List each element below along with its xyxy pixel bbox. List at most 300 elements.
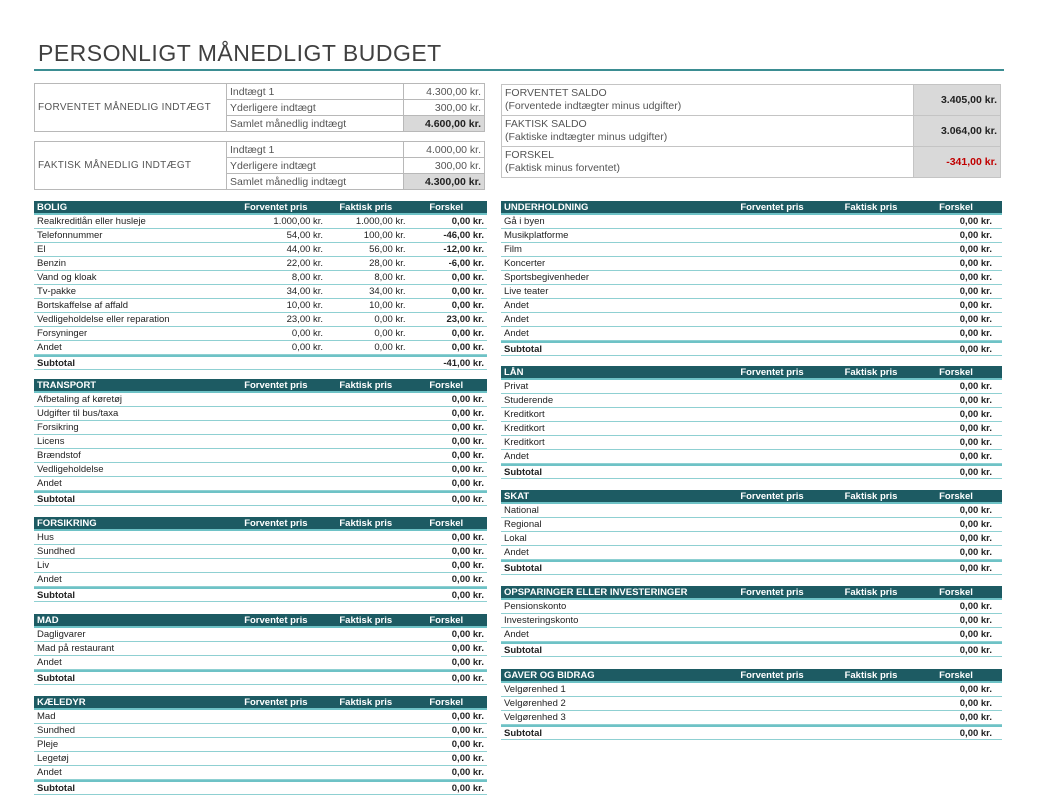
item-name[interactable]: Andet	[37, 478, 62, 489]
item-diff: 0,00 kr.	[959, 547, 992, 558]
item-diff: 0,00 kr.	[451, 328, 484, 339]
title-divider	[34, 69, 1004, 71]
item-name[interactable]: Andet	[37, 574, 62, 585]
table-row	[34, 299, 487, 313]
item-diff: 0,00 kr.	[959, 712, 992, 723]
item-name[interactable]: Musikplatforme	[504, 230, 569, 241]
item-diff: 0,00 kr.	[959, 286, 992, 297]
item-actual[interactable]: 8,00 kr.	[374, 272, 406, 283]
table-row	[501, 408, 1002, 422]
item-actual[interactable]: 0,00 kr.	[374, 342, 406, 353]
item-name[interactable]: Andet	[504, 451, 529, 462]
item-diff: 0,00 kr.	[959, 230, 992, 241]
table-row	[501, 327, 1002, 341]
item-diff: 0,00 kr.	[451, 532, 484, 543]
item-name[interactable]: Mad	[37, 711, 56, 722]
item-expected[interactable]: 22,00 kr.	[286, 258, 324, 269]
item-diff: 0,00 kr.	[959, 519, 992, 530]
item-diff: 0,00 kr.	[451, 753, 484, 764]
item-diff: 0,00 kr.	[451, 408, 484, 419]
category-header	[34, 614, 487, 628]
table-row	[34, 752, 487, 766]
item-expected[interactable]: 34,00 kr.	[286, 286, 324, 297]
income-name[interactable]: Indtægt 1	[227, 142, 404, 158]
item-diff: 0,00 kr.	[451, 342, 484, 353]
column-expected: Forventet pris	[244, 614, 308, 626]
table-row	[501, 711, 1002, 725]
expected-income-label: FORVENTET MÅNEDLIG INDTÆGT	[35, 84, 227, 132]
item-diff: 0,00 kr.	[959, 272, 992, 283]
item-name[interactable]: Vedligeholdelse eller reparation	[37, 314, 170, 325]
item-name[interactable]: Andet	[504, 547, 529, 558]
item-name[interactable]: Licens	[37, 436, 65, 447]
category-table-forsikring	[34, 517, 487, 602]
item-name[interactable]: Hus	[37, 532, 54, 543]
page-title: PERSONLIGT MÅNEDLIGT BUDGET	[38, 40, 442, 66]
column-diff: Forskel	[939, 201, 973, 213]
item-name[interactable]: Sportsbegivenheder	[504, 272, 590, 283]
actual-balance-value: 3.064,00 kr.	[914, 116, 1001, 147]
table-row	[34, 766, 487, 780]
item-diff: -12,00 kr.	[443, 244, 484, 255]
item-diff: 0,00 kr.	[959, 505, 992, 516]
item-name[interactable]: Investeringskonto	[504, 615, 579, 626]
table-row	[501, 257, 1002, 271]
balance-desc: (Faktisk minus forventet)	[505, 162, 620, 174]
item-name[interactable]: Andet	[504, 629, 529, 640]
item-name[interactable]: Sundhed	[37, 546, 76, 557]
item-diff: 0,00 kr.	[451, 464, 484, 475]
item-name[interactable]: Privat	[504, 381, 529, 392]
column-diff: Forskel	[429, 517, 464, 529]
table-row	[501, 504, 1002, 518]
column-actual: Faktisk pris	[844, 366, 898, 378]
column-actual: Faktisk pris	[339, 696, 393, 708]
category-header	[501, 586, 1002, 600]
item-name[interactable]: Velgørenhed 1	[504, 684, 566, 695]
item-diff: 0,00 kr.	[451, 216, 484, 227]
category-header	[34, 517, 487, 531]
item-name[interactable]: Kreditkort	[504, 437, 545, 448]
item-diff: 0,00 kr.	[959, 300, 992, 311]
category-header	[34, 696, 487, 710]
item-actual[interactable]: 34,00 kr.	[369, 286, 406, 297]
item-diff: 0,00 kr.	[451, 739, 484, 750]
column-expected: Forventet pris	[740, 201, 804, 213]
category-title: KÆLEDYR	[37, 696, 86, 708]
item-expected[interactable]: 0,00 kr.	[291, 328, 324, 339]
item-name[interactable]: Andet	[37, 767, 62, 778]
table-row	[34, 421, 487, 435]
category-title: TRANSPORT	[37, 379, 97, 391]
item-actual[interactable]: 1.000,00 kr.	[355, 216, 406, 227]
item-diff: -6,00 kr.	[448, 258, 484, 269]
category-header	[501, 201, 1002, 215]
column-expected: Forventet pris	[244, 517, 308, 529]
table-row	[34, 285, 487, 299]
income-amount[interactable]: 4.300,00 kr.	[404, 84, 485, 100]
item-diff: -46,00 kr.	[443, 230, 484, 241]
item-diff: 0,00 kr.	[451, 272, 484, 283]
category-table-lan	[501, 366, 1002, 479]
item-expected[interactable]: 23,00 kr.	[286, 314, 324, 325]
subtotal-value: 0,00 kr.	[959, 644, 992, 656]
table-row	[34, 229, 487, 243]
table-row	[501, 614, 1002, 628]
item-diff: 0,00 kr.	[959, 601, 992, 612]
actual-income-label: FAKTISK MÅNEDLIG INDTÆGT	[35, 142, 227, 190]
table-row	[501, 436, 1002, 450]
item-actual[interactable]: 10,00 kr.	[369, 300, 406, 311]
difference-value: -341,00 kr.	[914, 147, 1001, 178]
table-row	[501, 215, 1002, 229]
column-actual: Faktisk pris	[844, 669, 898, 681]
income-total-name: Samlet månedlig indtægt	[227, 116, 404, 132]
item-name[interactable]: Realkreditlån eller husleje	[37, 216, 146, 227]
category-header	[501, 669, 1002, 683]
item-name[interactable]: Pleje	[37, 739, 59, 750]
item-name[interactable]: Telefonnummer	[37, 230, 103, 241]
subtotal-value: 0,00 kr.	[959, 727, 992, 739]
item-name[interactable]: Andet	[37, 342, 62, 353]
table-row	[34, 243, 487, 257]
item-name[interactable]: Mad på restaurant	[37, 643, 115, 654]
category-title: LÅN	[504, 366, 524, 378]
table-row	[501, 229, 1002, 243]
item-diff: 0,00 kr.	[959, 451, 992, 462]
category-title: UNDERHOLDNING	[504, 201, 589, 213]
table-row	[501, 600, 1002, 614]
table-row	[501, 697, 1002, 711]
subtotal-row	[34, 780, 487, 795]
item-actual[interactable]: 100,00 kr.	[363, 230, 406, 241]
table-row	[34, 449, 487, 463]
item-actual[interactable]: 28,00 kr.	[369, 258, 406, 269]
table-row	[34, 463, 487, 477]
category-header	[501, 490, 1002, 504]
item-diff: 0,00 kr.	[959, 629, 992, 640]
table-row	[501, 450, 1002, 464]
item-diff: 0,00 kr.	[959, 698, 992, 709]
item-name[interactable]: Gå i byen	[504, 216, 545, 227]
column-diff: Forskel	[939, 669, 973, 681]
item-diff: 0,00 kr.	[451, 711, 484, 722]
column-diff: Forskel	[939, 490, 973, 502]
category-title: SKAT	[504, 490, 530, 502]
subtotal-value: 0,00 kr.	[959, 562, 992, 574]
income-total-amount: 4.600,00 kr.	[404, 116, 485, 132]
item-expected[interactable]: 44,00 kr.	[286, 244, 324, 255]
item-name[interactable]: Sundhed	[37, 725, 76, 736]
item-name[interactable]: Studerende	[504, 395, 554, 406]
balance-title: FAKTISK SALDO	[505, 118, 587, 130]
item-name[interactable]: Lokal	[504, 533, 527, 544]
item-diff: 0,00 kr.	[959, 314, 992, 325]
item-diff: 0,00 kr.	[959, 684, 992, 695]
item-diff: 0,00 kr.	[451, 450, 484, 461]
item-name[interactable]: Andet	[504, 300, 529, 311]
category-header	[34, 201, 487, 215]
subtotal-row	[34, 670, 487, 685]
table-row	[34, 407, 487, 421]
item-diff: 0,00 kr.	[451, 300, 484, 311]
item-name[interactable]: Vedligeholdelse	[37, 464, 104, 475]
category-header	[501, 366, 1002, 380]
item-name[interactable]: Benzin	[37, 258, 67, 269]
item-diff: 0,00 kr.	[451, 286, 484, 297]
item-diff: 0,00 kr.	[451, 436, 484, 447]
item-name[interactable]: Kreditkort	[504, 423, 545, 434]
category-title: OPSPARINGER ELLER INVESTERINGER	[504, 586, 688, 598]
category-title: FORSIKRING	[37, 517, 97, 529]
column-actual: Faktisk pris	[339, 379, 393, 391]
column-expected: Forventet pris	[244, 201, 308, 213]
income-amount[interactable]: 300,00 kr.	[404, 100, 485, 116]
balance-title: FORSKEL	[505, 149, 555, 161]
table-row	[501, 313, 1002, 327]
column-actual: Faktisk pris	[339, 201, 393, 213]
balance-desc: (Forventede indtægter minus udgifter)	[505, 100, 682, 112]
table-row	[34, 738, 487, 752]
item-expected[interactable]: 8,00 kr.	[291, 272, 324, 283]
table-row	[501, 422, 1002, 436]
item-name[interactable]: Tv-pakke	[37, 286, 77, 297]
table-row	[34, 559, 487, 573]
item-name[interactable]: Pensionskonto	[504, 601, 567, 612]
subtotal-value: 0,00 kr.	[451, 493, 484, 505]
subtotal-label: Subtotal	[37, 357, 75, 369]
category-header	[34, 379, 487, 393]
column-diff: Forskel	[939, 586, 973, 598]
income-amount[interactable]: 300,00 kr.	[404, 158, 485, 174]
column-actual: Faktisk pris	[339, 517, 393, 529]
income-name[interactable]: Yderligere indtægt	[227, 158, 404, 174]
item-diff: 0,00 kr.	[959, 533, 992, 544]
expected-balance-cell	[502, 85, 914, 116]
table-row	[501, 394, 1002, 408]
item-name[interactable]: Velgørenhed 3	[504, 712, 566, 723]
actual-balance-cell	[502, 116, 914, 147]
subtotal-label: Subtotal	[37, 672, 75, 684]
item-name[interactable]: Liv	[37, 560, 50, 571]
item-name[interactable]: Andet	[504, 314, 529, 325]
item-name[interactable]: Forsyninger	[37, 328, 88, 339]
income-total-amount: 4.300,00 kr.	[404, 174, 485, 190]
category-table-kaeledyr	[34, 696, 487, 795]
item-name[interactable]: Vand og kloak	[37, 272, 97, 283]
table-row	[501, 683, 1002, 697]
category-table-opsparinger-eller-investeringer	[501, 586, 1002, 657]
table-row	[34, 477, 487, 491]
item-expected[interactable]: 1.000,00 kr.	[273, 216, 324, 227]
category-table-gaver-og-bidrag	[501, 669, 1002, 740]
item-diff: 0,00 kr.	[451, 657, 484, 668]
item-actual[interactable]: 0,00 kr.	[374, 314, 406, 325]
subtotal-row	[501, 341, 1002, 356]
subtotal-label: Subtotal	[504, 562, 542, 574]
category-table-mad	[34, 614, 487, 685]
column-expected: Forventet pris	[740, 669, 804, 681]
category-table-bolig	[34, 201, 487, 370]
item-diff: 0,00 kr.	[959, 244, 992, 255]
subtotal-value: -41,00 kr.	[443, 357, 484, 369]
subtotal-row	[34, 355, 487, 370]
table-row	[34, 545, 487, 559]
table-row	[501, 271, 1002, 285]
subtotal-value: 0,00 kr.	[451, 782, 484, 794]
subtotal-label: Subtotal	[37, 493, 75, 505]
column-expected: Forventet pris	[740, 366, 804, 378]
column-diff: Forskel	[429, 696, 464, 708]
subtotal-row	[501, 642, 1002, 657]
column-diff: Forskel	[429, 201, 464, 213]
item-diff: 0,00 kr.	[451, 422, 484, 433]
item-name[interactable]: Andet	[504, 328, 529, 339]
subtotal-value: 0,00 kr.	[451, 589, 484, 601]
item-name[interactable]: Udgifter til bus/taxa	[37, 408, 119, 419]
item-name[interactable]: El	[37, 244, 46, 255]
subtotal-value: 0,00 kr.	[451, 672, 484, 684]
subtotal-label: Subtotal	[37, 782, 75, 794]
expected-income-table	[34, 83, 485, 132]
category-title: BOLIG	[37, 201, 68, 213]
subtotal-row	[501, 560, 1002, 575]
table-row	[501, 628, 1002, 642]
item-name[interactable]: Afbetaling af køretøj	[37, 394, 123, 405]
item-name[interactable]: Koncerter	[504, 258, 546, 269]
item-diff: 0,00 kr.	[451, 394, 484, 405]
income-total-name: Samlet månedlig indtægt	[227, 174, 404, 190]
item-name[interactable]: Bortskaffelse af affald	[37, 300, 129, 311]
subtotal-label: Subtotal	[504, 466, 542, 478]
balance-title: FORVENTET SALDO	[505, 87, 607, 99]
subtotal-value: 0,00 kr.	[959, 466, 992, 478]
item-diff: 0,00 kr.	[959, 395, 992, 406]
difference-cell	[502, 147, 914, 178]
income-amount[interactable]: 4.000,00 kr.	[404, 142, 485, 158]
table-row	[34, 573, 487, 587]
table-row	[34, 710, 487, 724]
category-table-underholdning	[501, 201, 1002, 356]
subtotal-label: Subtotal	[504, 727, 542, 739]
actual-income-table	[34, 141, 485, 190]
table-row	[34, 341, 487, 355]
item-name[interactable]: Kreditkort	[504, 409, 545, 420]
table-row	[501, 518, 1002, 532]
item-expected[interactable]: 10,00 kr.	[286, 300, 324, 311]
column-actual: Faktisk pris	[844, 490, 898, 502]
balance-desc: (Faktiske indtægter minus udgifter)	[505, 131, 668, 143]
item-diff: 0,00 kr.	[451, 643, 484, 654]
column-expected: Forventet pris	[244, 696, 308, 708]
item-diff: 0,00 kr.	[959, 328, 992, 339]
table-row	[34, 628, 487, 642]
table-row	[34, 215, 487, 229]
item-name[interactable]: Andet	[37, 657, 62, 668]
item-diff: 0,00 kr.	[451, 478, 484, 489]
item-name[interactable]: Dagligvarer	[37, 629, 86, 640]
subtotal-label: Subtotal	[37, 589, 75, 601]
column-expected: Forventet pris	[244, 379, 308, 391]
balance-table	[501, 84, 1001, 178]
column-expected: Forventet pris	[740, 490, 804, 502]
table-row	[34, 724, 487, 738]
item-diff: 0,00 kr.	[959, 437, 992, 448]
item-actual[interactable]: 56,00 kr.	[369, 244, 406, 255]
column-actual: Faktisk pris	[844, 201, 898, 213]
column-actual: Faktisk pris	[844, 586, 898, 598]
column-diff: Forskel	[939, 366, 973, 378]
item-diff: 0,00 kr.	[959, 258, 992, 269]
table-row	[501, 532, 1002, 546]
table-row	[34, 642, 487, 656]
subtotal-value: 0,00 kr.	[959, 343, 992, 355]
item-diff: 0,00 kr.	[959, 615, 992, 626]
subtotal-row	[501, 464, 1002, 479]
table-row	[501, 243, 1002, 257]
item-expected[interactable]: 0,00 kr.	[291, 342, 324, 353]
item-diff: 0,00 kr.	[959, 409, 992, 420]
subtotal-label: Subtotal	[504, 343, 542, 355]
item-diff: 0,00 kr.	[451, 574, 484, 585]
subtotal-row	[34, 587, 487, 602]
table-row	[34, 393, 487, 407]
table-row	[34, 313, 487, 327]
category-title: MAD	[37, 614, 59, 626]
subtotal-row	[501, 725, 1002, 740]
item-name[interactable]: Velgørenhed 2	[504, 698, 566, 709]
item-actual[interactable]: 0,00 kr.	[374, 328, 406, 339]
table-row	[34, 435, 487, 449]
item-diff: 0,00 kr.	[959, 216, 992, 227]
table-row	[501, 380, 1002, 394]
subtotal-row	[34, 491, 487, 506]
column-expected: Forventet pris	[740, 586, 804, 598]
item-name[interactable]: Film	[504, 244, 522, 255]
category-table-skat	[501, 490, 1002, 575]
item-name[interactable]: Regional	[504, 519, 542, 530]
item-name[interactable]: Brændstof	[37, 450, 81, 461]
item-name[interactable]: National	[504, 505, 539, 516]
item-name[interactable]: Legetøj	[37, 753, 69, 764]
column-actual: Faktisk pris	[339, 614, 393, 626]
table-row	[34, 531, 487, 545]
table-row	[501, 285, 1002, 299]
table-row	[34, 656, 487, 670]
table-row	[501, 546, 1002, 560]
category-title: GAVER OG BIDRAG	[504, 669, 595, 681]
column-diff: Forskel	[429, 379, 464, 391]
table-row	[34, 327, 487, 341]
income-name[interactable]: Yderligere indtægt	[227, 100, 404, 116]
subtotal-label: Subtotal	[504, 644, 542, 656]
item-diff: 0,00 kr.	[959, 423, 992, 434]
table-row	[34, 271, 487, 285]
table-row	[501, 299, 1002, 313]
item-diff: 0,00 kr.	[451, 546, 484, 557]
item-name[interactable]: Live teater	[504, 286, 549, 297]
item-diff: 0,00 kr.	[451, 629, 484, 640]
item-name[interactable]: Forsikring	[37, 422, 79, 433]
item-expected[interactable]: 54,00 kr.	[286, 230, 324, 241]
income-name[interactable]: Indtægt 1	[227, 84, 404, 100]
category-table-transport	[34, 379, 487, 506]
item-diff: 0,00 kr.	[959, 381, 992, 392]
item-diff: 0,00 kr.	[451, 767, 484, 778]
item-diff: 23,00 kr.	[446, 314, 484, 325]
table-row	[34, 257, 487, 271]
item-diff: 0,00 kr.	[451, 725, 484, 736]
